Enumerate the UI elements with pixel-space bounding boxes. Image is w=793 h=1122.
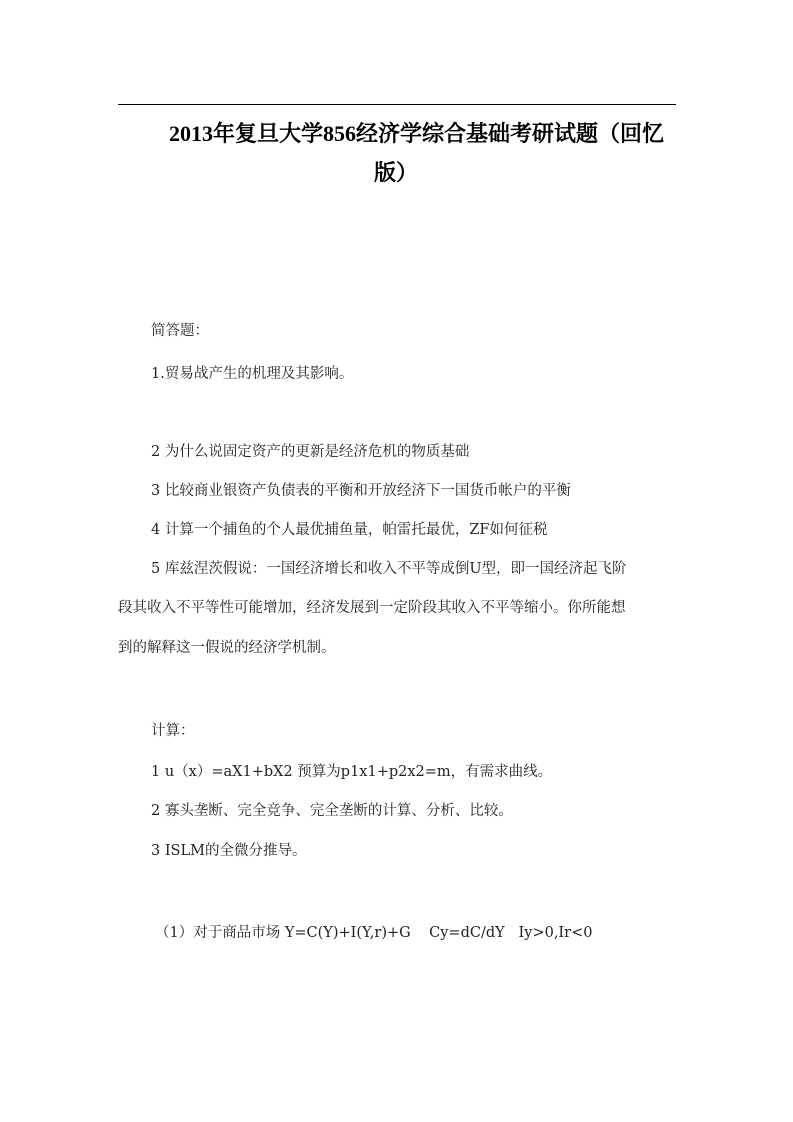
document-title-line2: 版） — [374, 160, 419, 185]
document-title-line1: 2013年复旦大学856经济学综合基础考研试题（回忆 — [169, 121, 665, 146]
header-rule — [118, 104, 676, 105]
question-item: 1 u（x）=aX1+bX2 预算为p1x1+p2x2=m，有需求曲线。 — [151, 764, 553, 780]
question-item: 2 为什么说固定资产的更新是经济危机的物质基础 — [151, 444, 470, 460]
sub-question-item: （1）对于商品市场 Y=C(Y)+I(Y,r)+G Cy=dC/dY Iy>0,Ir<0 — [155, 925, 593, 941]
question-item-continued: 到的解释这一假说的经济学机制。 — [118, 640, 336, 656]
section-heading-short-answer: 简答题： — [151, 323, 209, 339]
section-heading-calculation: 计算： — [151, 723, 195, 739]
question-item: 4 计算一个捕鱼的个人最优捕鱼量，帕雷托最优，ZF如何征税 — [151, 522, 548, 538]
question-item-continued: 段其收入不平等性可能增加，经济发展到一定阶段其收入不平等缩小。你所能想 — [118, 600, 626, 616]
question-item: 5 库兹涅茨假说：一国经济增长和收入不平等成倒U型，即一国经济起飞阶 — [151, 561, 627, 577]
question-item: 3 ISLM的全微分推导。 — [151, 843, 307, 859]
question-item: 2 寡头垄断、完全竞争、完全垄断的计算、分析、比较。 — [151, 803, 513, 819]
question-item: 3 比较商业银资产负债表的平衡和开放经济下一国货币帐户的平衡 — [151, 483, 571, 499]
question-item: 1.贸易战产生的机理及其影响。 — [151, 366, 354, 382]
